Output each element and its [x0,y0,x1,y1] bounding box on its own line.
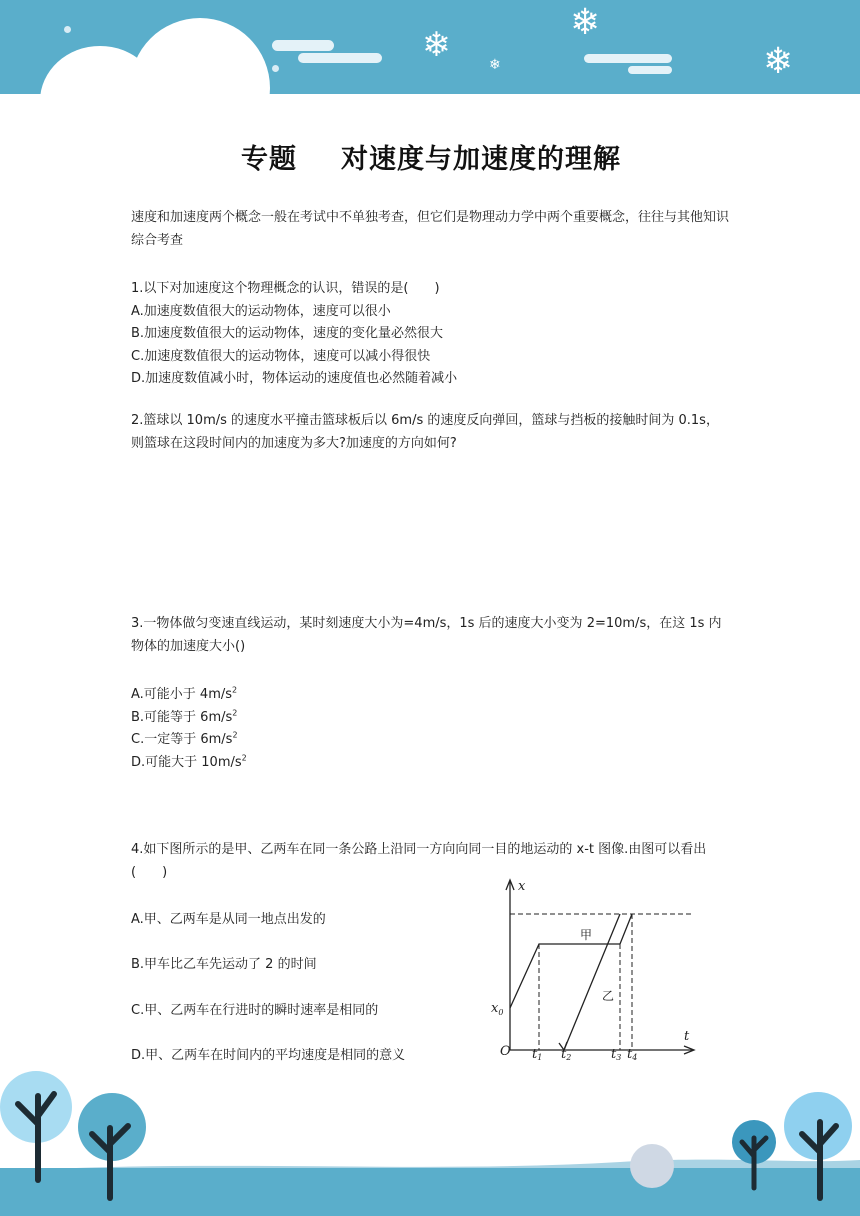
question-3-option-b: B.可能等于 $6m/s^2$ [131,708,238,725]
title-topic-label: 专题 [241,144,297,175]
t2-tick-label: t2 [561,1047,572,1062]
stripe-decoration [628,66,672,74]
question-4-option-d: D.甲、乙两车在时间内的平均速度是相同的意义 [131,1048,406,1063]
x0-label: $x_0$ [491,1001,504,1017]
stripe-decoration [272,40,334,51]
question-3-option-c: C.一定等于 $6m/s^2$ [131,730,238,747]
question-4-stem: 4.如下图所示的是甲、乙两车在同一条公路上沿同一方向向同一目的地运动的 x-t 图像.由图可以看出( ) [131,842,707,880]
stripe-decoration [298,53,382,63]
question-3-stem: 3.一物体做匀变速直线运动，某时刻速度大小为=4m/s，1s 后的速度大小变为 2=10m/s，在这 1s 内物体的加速度大小() [131,616,722,654]
question-4-option-a: A.甲、乙两车是从同一地点出发的 [131,912,326,927]
page-title [131,137,731,176]
question-4-option-c: C.甲、乙两车在行进时的瞬时速率是相同的 [131,1003,379,1018]
question-2-stem: 2.篮球以 10m/s 的速度水平撞击篮球板后以 6m/s 的速度反向弹回，篮球与挡板的接触时间为 0.1s，则篮球在这段时间内的加速度为多大?加速度的方向如何? [131,413,719,451]
t3-tick-label: t3 [611,1047,622,1062]
question-3-option-a: A.可能小于 $4m/s^2$ [131,685,238,702]
bush-decoration [630,1144,674,1188]
tree-decorations [0,1060,860,1216]
snowflake-icon: ❄ [763,41,794,82]
origin-label: O [500,1044,511,1059]
dot-decoration [272,65,279,72]
t4-tick-label: t4 [627,1047,638,1062]
t1-tick-label: t1 [532,1047,543,1062]
question-3-option-d: D.可能大于 $10m/s^2$ [131,753,247,770]
y-axis-label: x [518,879,526,894]
question-1-option-d: D.加速度数值减小时，物体运动的速度值也必然随着减小 [131,371,458,386]
snowflake-icon: ❄ [489,57,501,73]
question-1-option-a: A.加速度数值很大的运动物体，速度可以很小 [131,304,391,319]
yi-label: 乙 [602,989,615,1003]
dot-decoration [64,26,71,33]
xt-graph [488,872,708,1062]
stripe-decoration [584,54,672,63]
snowflake-icon: ❄ [422,25,451,65]
question-1-option-b: B.加速度数值很大的运动物体，速度的变化量必然很大 [131,326,444,341]
x-axis-label: t [684,1029,690,1044]
question-1-stem: 1.以下对加速度这个物理概念的认识，错误的是( ) [131,281,440,296]
title-text: 对速度与加速度的理解 [341,144,621,175]
snowflake-icon: ❄ [570,2,601,43]
jia-label: 甲 [580,928,593,942]
question-1-option-c: C.加速度数值很大的运动物体，速度可以减小得很快 [131,349,431,364]
question-4-option-b: B.甲车比乙车先运动了 2 的时间 [131,957,317,972]
intro-paragraph: 速度和加速度两个概念一般在考试中不单独考查，但它们是物理动力学中两个重要概念，往往与其他知识综合考查 [131,210,730,248]
